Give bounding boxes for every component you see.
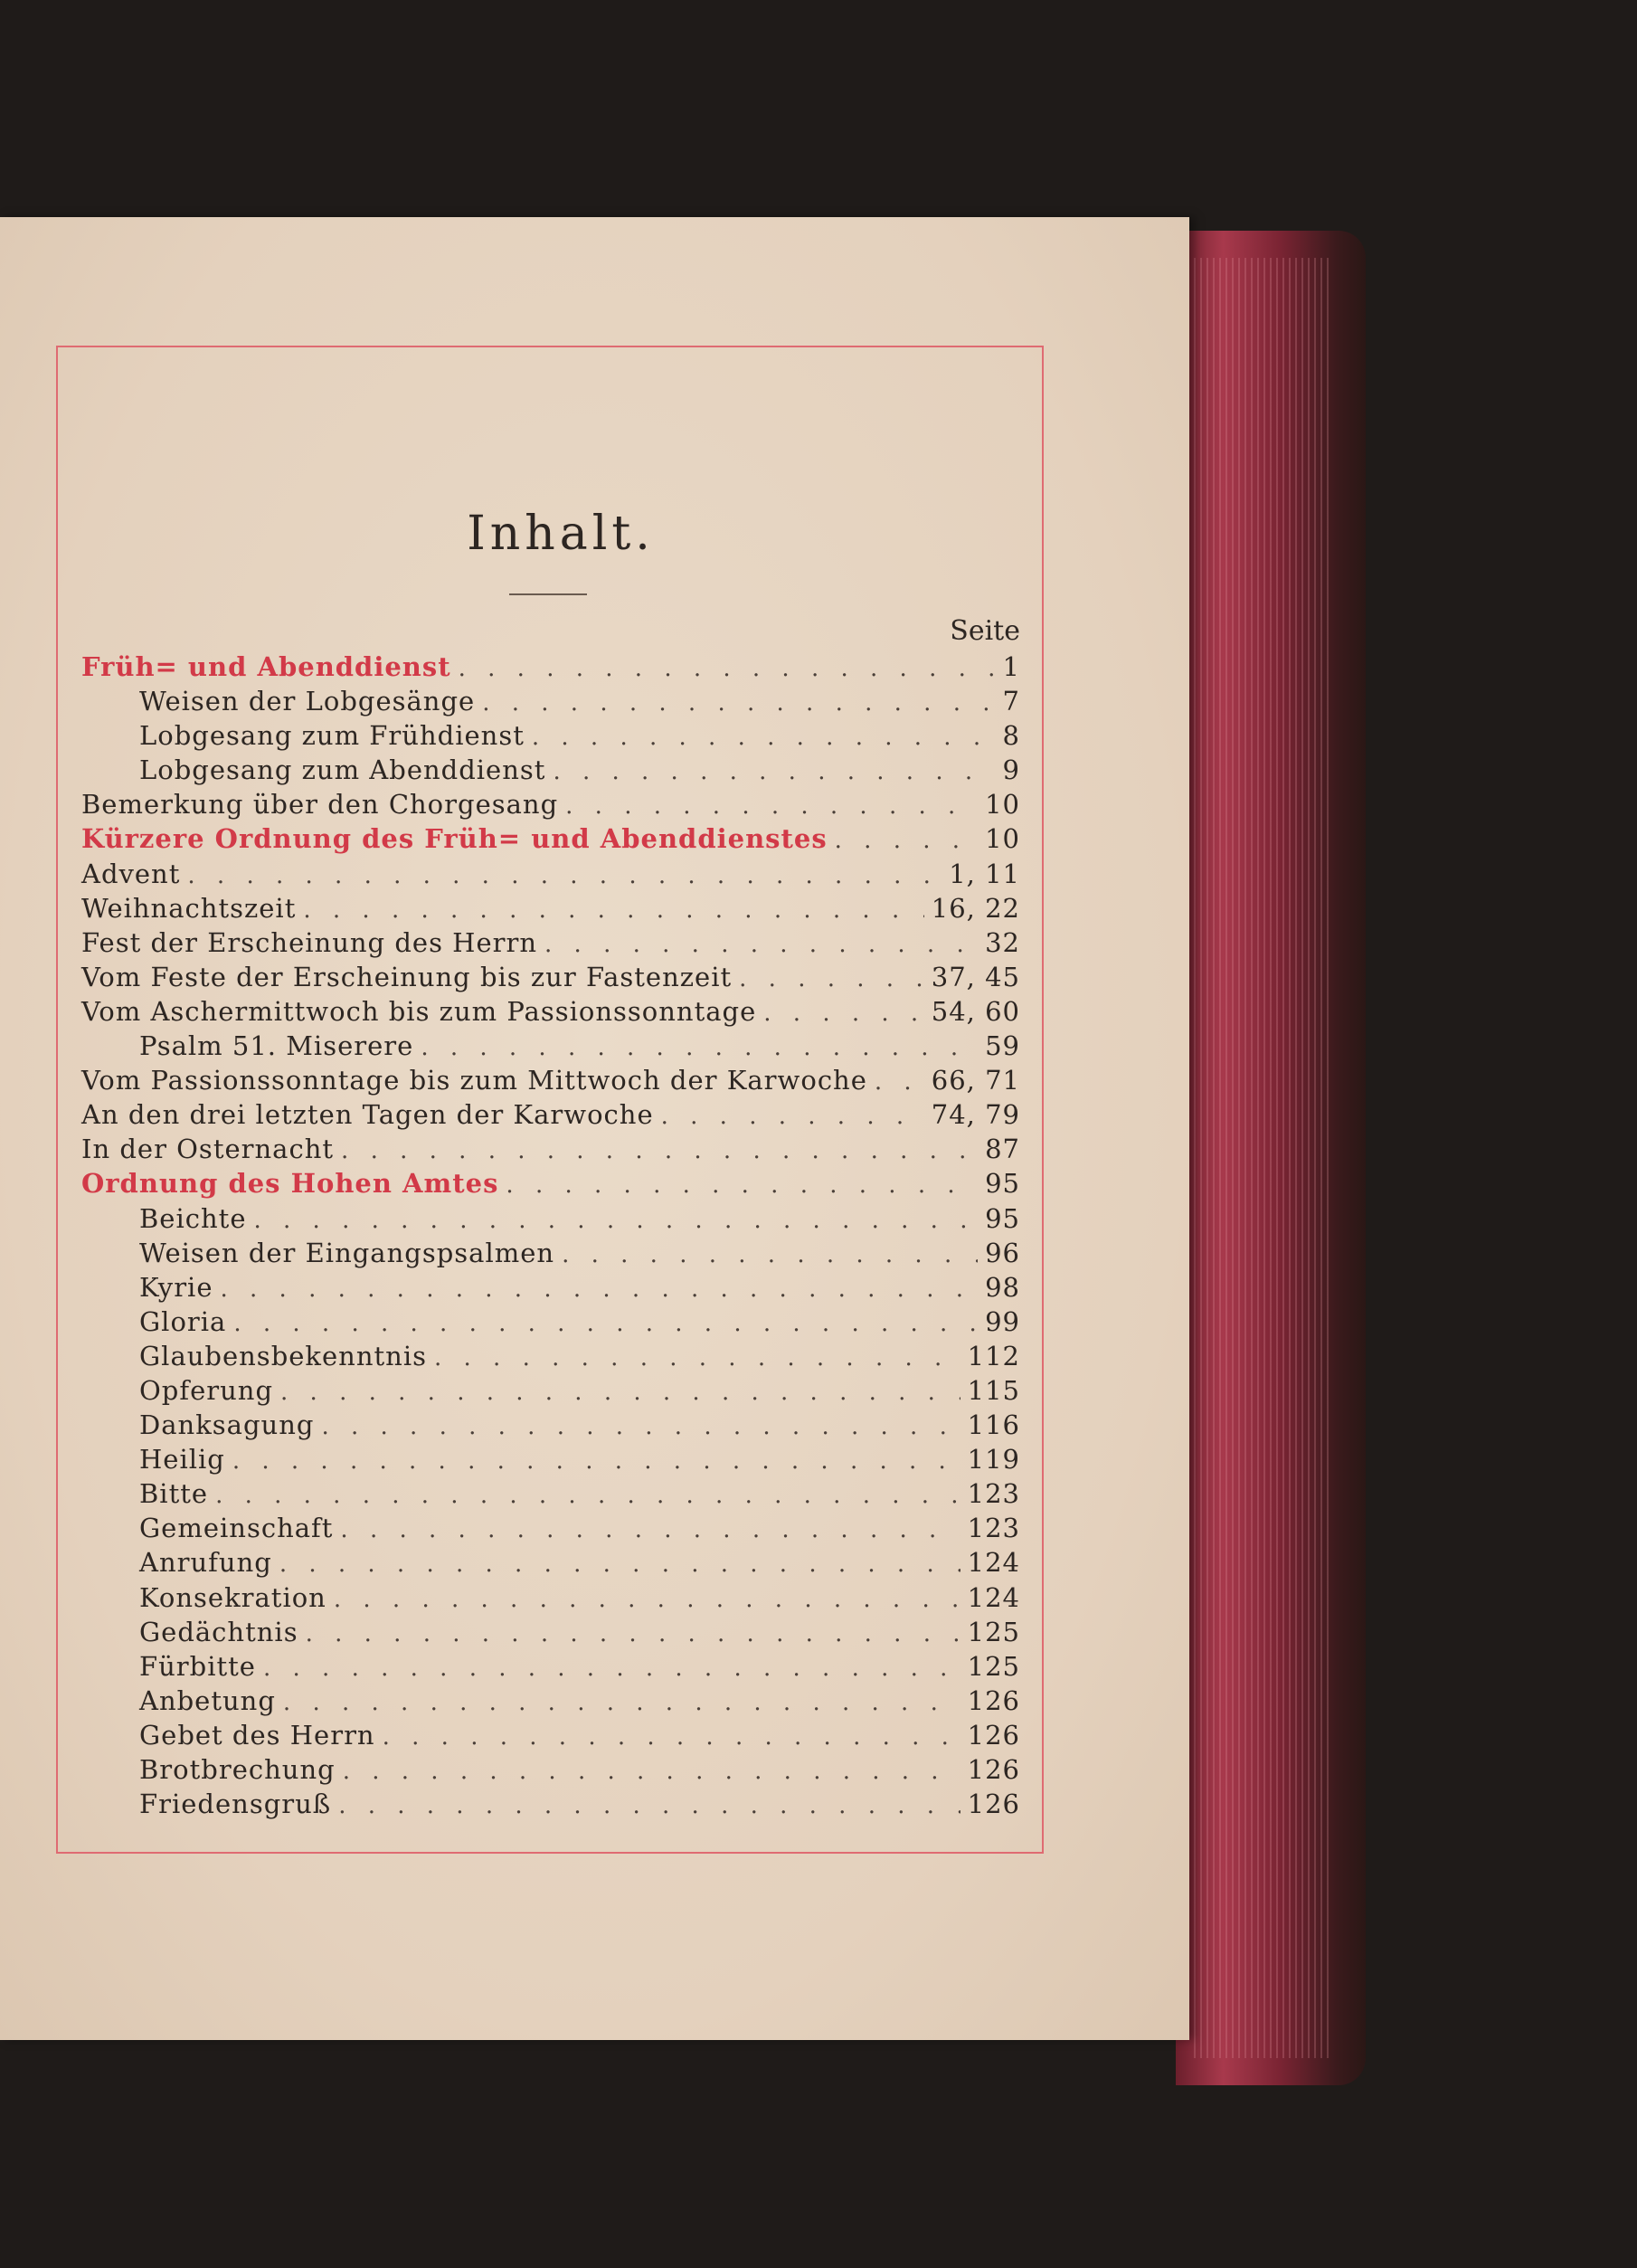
toc-entry: Beichte . . . 95: [81, 1201, 1020, 1236]
toc-entry: In der Osternacht . . . 87: [81, 1132, 1020, 1166]
title-rule: [509, 593, 587, 595]
toc-entry: Bitte . . . 123: [81, 1476, 1020, 1511]
toc-entry: Heilig . . . 119: [81, 1442, 1020, 1476]
toc-entry: Bemerkung über den Chorgesang . . . 10: [81, 787, 1020, 821]
toc-entry: Lobgesang zum Frühdienst . . . 8: [81, 718, 1020, 753]
table-of-contents: [81, 650, 1020, 1821]
toc-entry: Gemeinschaft . . . 123: [81, 1511, 1020, 1545]
toc-entry: Vom Passionssonntage bis zum Mittwoch der Karwoche . . . 66, 71: [81, 1063, 1020, 1097]
toc-entry: Opferung . . . 115: [81, 1373, 1020, 1408]
toc-entry: Brotbrechung . . . 126: [81, 1752, 1020, 1787]
toc-entry: Friedensgruß . . . 126: [81, 1787, 1020, 1821]
page-title: Inhalt.: [467, 507, 655, 561]
toc-entry: Kürzere Ordnung des Früh= und Abenddienstes . . . 10: [81, 821, 1020, 856]
toc-entry: Vom Feste der Erscheinung bis zur Fastenzeit . . . 37, 45: [81, 960, 1020, 994]
toc-entry: Ordnung des Hohen Amtes . . . 95: [81, 1166, 1020, 1200]
toc-entry: Danksagung . . . 116: [81, 1408, 1020, 1442]
toc-entry: Anbetung . . . 126: [81, 1684, 1020, 1718]
toc-entry: Gloria . . . 99: [81, 1305, 1020, 1339]
toc-entry: Weisen der Eingangspsalmen . . . 96: [81, 1236, 1020, 1270]
toc-entry: Glaubensbekenntnis . . . 112: [81, 1339, 1020, 1373]
toc-entry: Gedächtnis . . . 125: [81, 1615, 1020, 1649]
toc-entry: Gebet des Herrn . . . 126: [81, 1718, 1020, 1752]
toc-entry: Weihnachtszeit . . . 16, 22: [81, 891, 1020, 925]
toc-entry: An den drei letzten Tagen der Karwoche . . . 74, 79: [81, 1097, 1020, 1132]
toc-entry: Fest der Erscheinung des Herrn . . . 32: [81, 925, 1020, 960]
toc-entry: Konsekration . . . 124: [81, 1580, 1020, 1615]
toc-entry: Weisen der Lobgesänge . . . 7: [81, 684, 1020, 718]
toc-entry: Fürbitte . . . 125: [81, 1649, 1020, 1684]
book-page-edges: [1176, 231, 1366, 2085]
toc-entry: Psalm 51. Miserere . . . 59: [81, 1029, 1020, 1063]
toc-entry: Anrufung . . . 124: [81, 1545, 1020, 1580]
toc-entry: Lobgesang zum Abenddienst . . . 9: [81, 753, 1020, 787]
page-column-label: Seite: [950, 615, 1020, 647]
toc-entry: Advent . . . 1, 11: [81, 857, 1020, 891]
toc-entry: Vom Aschermittwoch bis zum Passionssonntage . . . 54, 60: [81, 994, 1020, 1029]
toc-entry: Kyrie . . . 98: [81, 1270, 1020, 1305]
toc-entry: Früh= und Abenddienst . . . 1: [81, 650, 1020, 684]
